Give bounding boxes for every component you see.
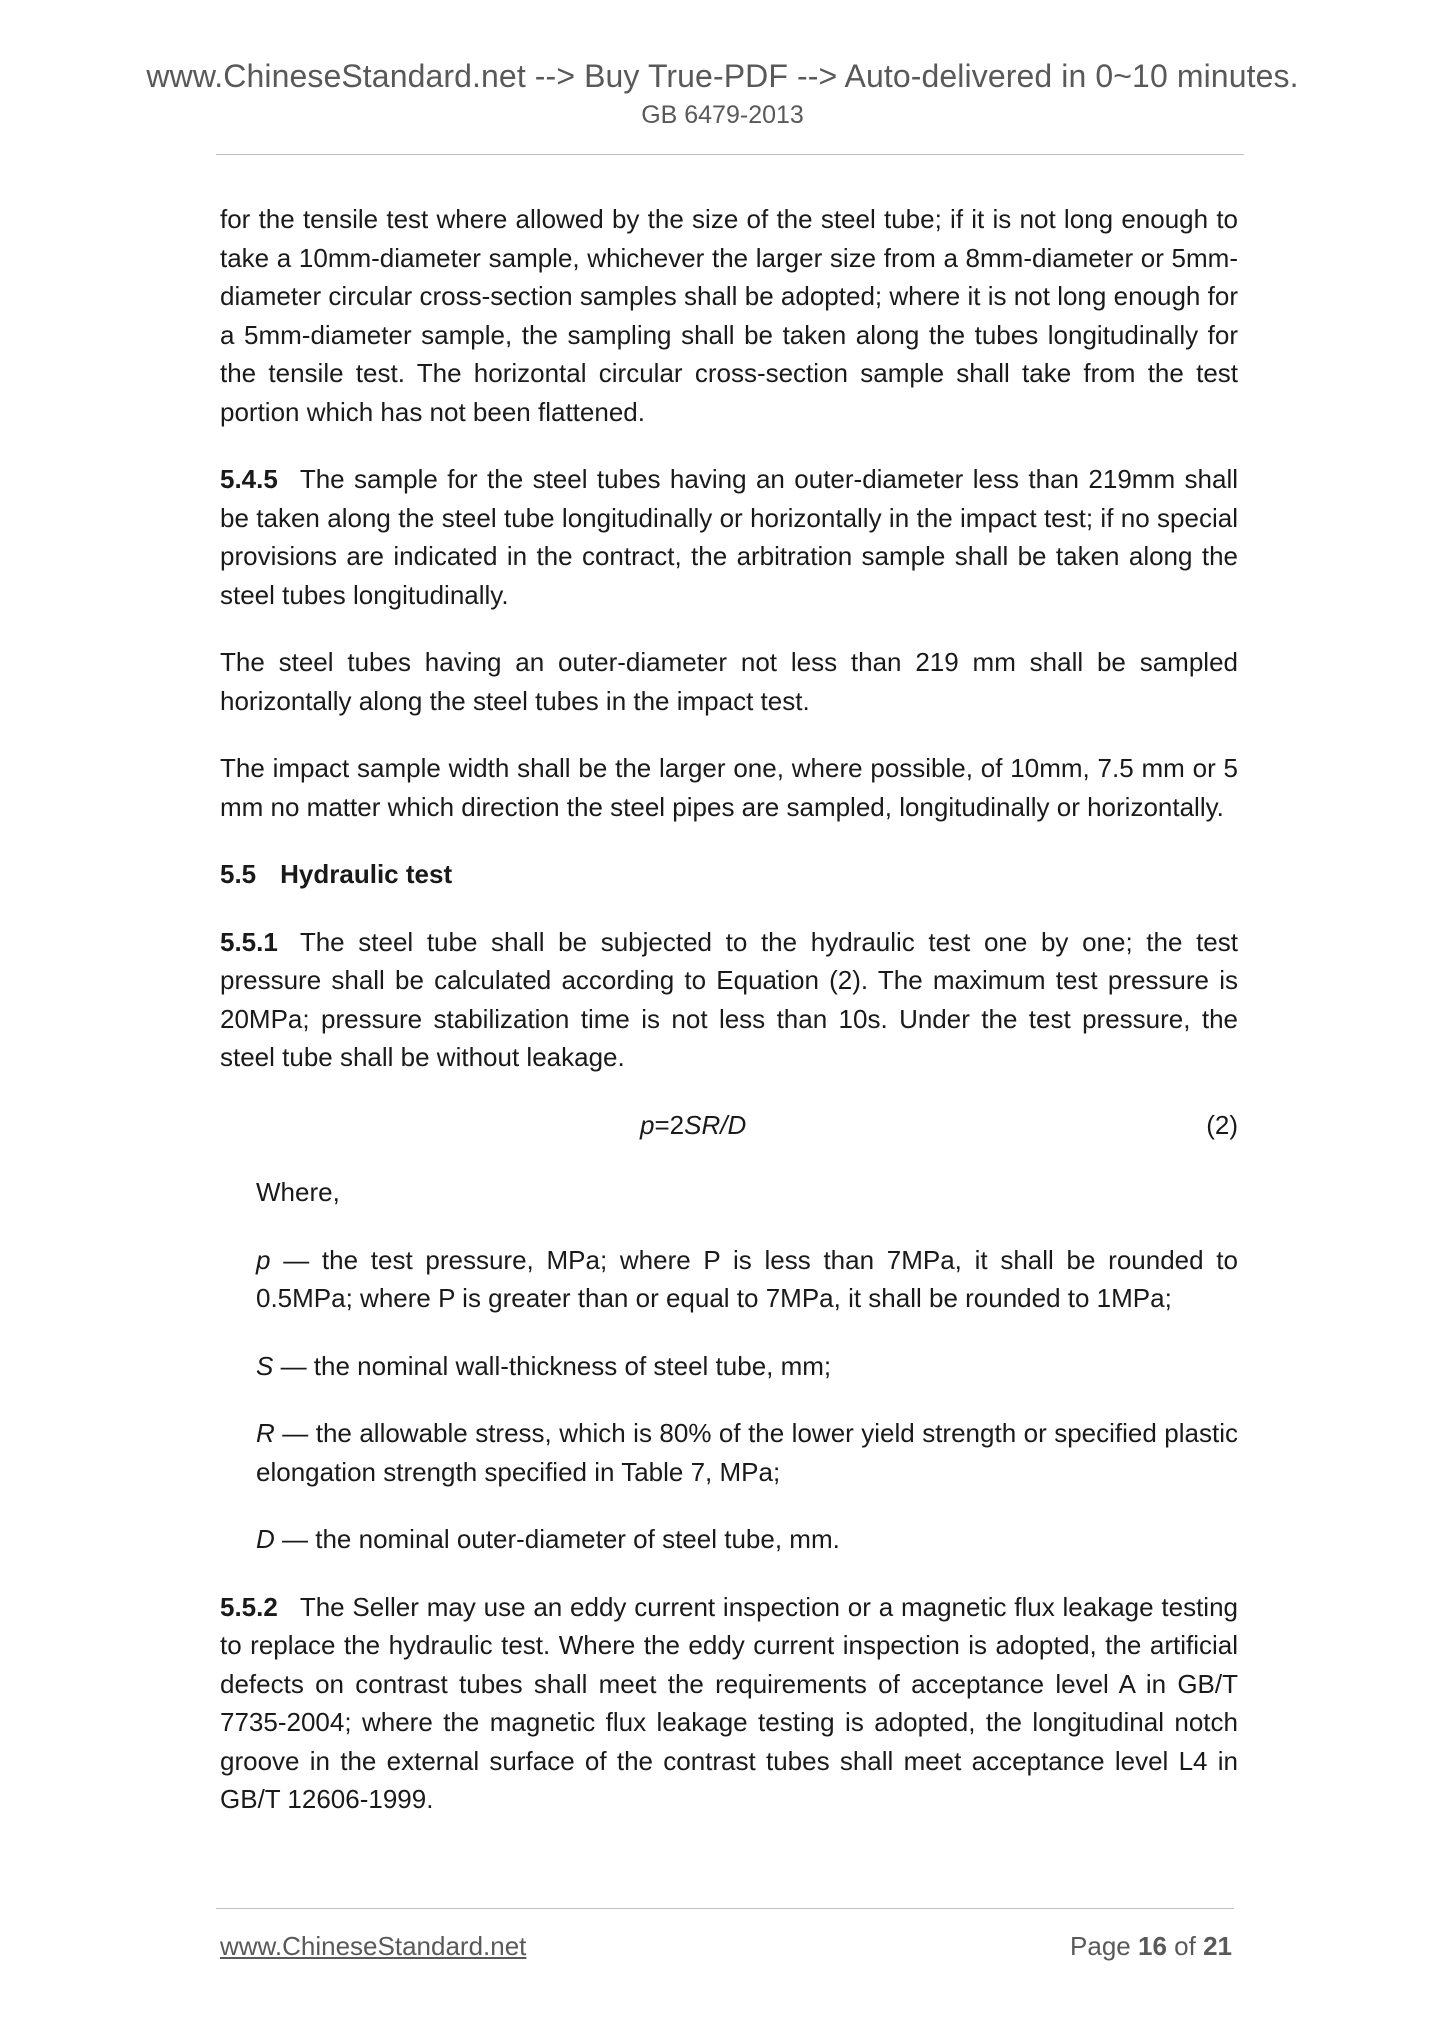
definition-r <box>256 1414 1238 1491</box>
clause-number: 5.5.1 <box>220 926 278 957</box>
page-label: Page <box>1070 1931 1131 1961</box>
definition-symbol: R <box>256 1418 275 1448</box>
page-current: 16 <box>1138 1931 1167 1961</box>
clause-text: The Seller may use an eddy current inspection or a magnetic flux leakage testing to replace the hydraulic test. Where the eddy current inspection is adopted, the artificial defects on contrast tubes shall meet the requirements of acceptance level A in GB/T 7735-2004; where the magnetic flux leakage testing is adopted, the longitudinal notch groove in the external surface of the contrast tubes shall meet acceptance level L4 in GB/T 12606-1999. <box>220 1591 1238 1814</box>
section-title: Hydraulic test <box>280 859 453 889</box>
header-banner[interactable]: www.ChineseStandard.net --> Buy True-PDF --> Auto-delivered in 0~10 minutes. <box>146 58 1299 94</box>
document-body <box>220 200 1238 1848</box>
equation-lhs: p <box>640 1109 655 1140</box>
definition-s <box>256 1347 1238 1386</box>
clause-number: 5.4.5 <box>220 464 278 494</box>
definition-text: — the nominal outer-diameter of steel tube, mm. <box>282 1524 840 1554</box>
where-label: Where, <box>256 1177 340 1207</box>
footer-site-link[interactable]: www.ChineseStandard.net <box>220 1931 527 1961</box>
equation-number: (2) <box>1206 1109 1238 1140</box>
definition-symbol: S <box>256 1350 274 1381</box>
definition-text: — the test pressure, MPa; where P is less than 7MPa, it shall be rounded to 0.5MPa; where P is greater than or equal to 7MPa, it shall be rounded to 1MPa; <box>256 1244 1238 1313</box>
definition-text: — the nominal wall-thickness of steel tube, mm; <box>280 1350 832 1381</box>
paragraph-impact-width: The impact sample width shall be the larger one, where possible, of 10mm, 7.5 mm or 5 mm no matter which direction the steel pipes are sampled, longitudinally or horizontally. <box>220 753 1238 822</box>
clause-5-5-1 <box>220 923 1238 1077</box>
page-header <box>0 56 1445 132</box>
header-standard-number: GB 6479-2013 <box>641 101 804 129</box>
definition-d <box>256 1520 1238 1559</box>
clause-text: The sample for the steel tubes having an outer-diameter less than 219mm shall be taken along the steel tube longitudinally or horizontally in the impact test; if no special provisions are indicated in the contract, the arbitration sample shall be taken along the steel tubes longitudinally. <box>220 464 1238 610</box>
equation-equals: =2 <box>654 1109 685 1140</box>
footer-divider <box>216 1908 1234 1909</box>
section-heading-hydraulic-test <box>220 855 1238 894</box>
definition-symbol: p <box>256 1244 271 1275</box>
definition-p <box>256 1241 1238 1318</box>
clause-number: 5.5.2 <box>220 1591 278 1622</box>
paragraph-large-tube-impact: The steel tubes having an outer-diameter not less than 219 mm shall be sampled horizontally along the steel tubes in the impact test. <box>220 647 1238 716</box>
definition-symbol: D <box>256 1524 275 1554</box>
section-number: 5.5 <box>220 859 257 889</box>
page-of: of <box>1174 1931 1196 1961</box>
page-number <box>1070 1928 1232 1964</box>
clause-text: The steel tube shall be subjected to the hydraulic test one by one; the test pressure shall be calculated according to Equation (2). The maximum test pressure is 20MPa; pressure stabilization time is not less than 10s. Under the test pressure, the steel tube shall be without leakage. <box>220 926 1238 1072</box>
paragraph-tensile-sampling: for the tensile test where allowed by the size of the steel tube; if it is not long enough to take a 10mm-diameter sample, whichever the larger size from a 8mm-diameter or 5mm-diameter circular cross-section samples shall be adopted; where it is not long enough for a 5mm-diameter sample, the sampling shall be taken along the tubes longitudinally for the tensile test. The horizontal circular cross-section sample shall take from the test portion which has not been flattened. <box>220 204 1238 427</box>
clause-5-5-2 <box>220 1588 1238 1819</box>
equation-rhs: SR/D <box>684 1109 747 1140</box>
definition-text: — the allowable stress, which is 80% of the lower yield strength or specified plastic elongation strength specified in Table 7, MPa; <box>256 1418 1238 1487</box>
equation-formula <box>640 1106 746 1145</box>
equation-2 <box>220 1106 1238 1145</box>
clause-5-4-5 <box>220 460 1238 614</box>
page-total: 21 <box>1203 1931 1232 1961</box>
header-divider <box>216 154 1244 155</box>
